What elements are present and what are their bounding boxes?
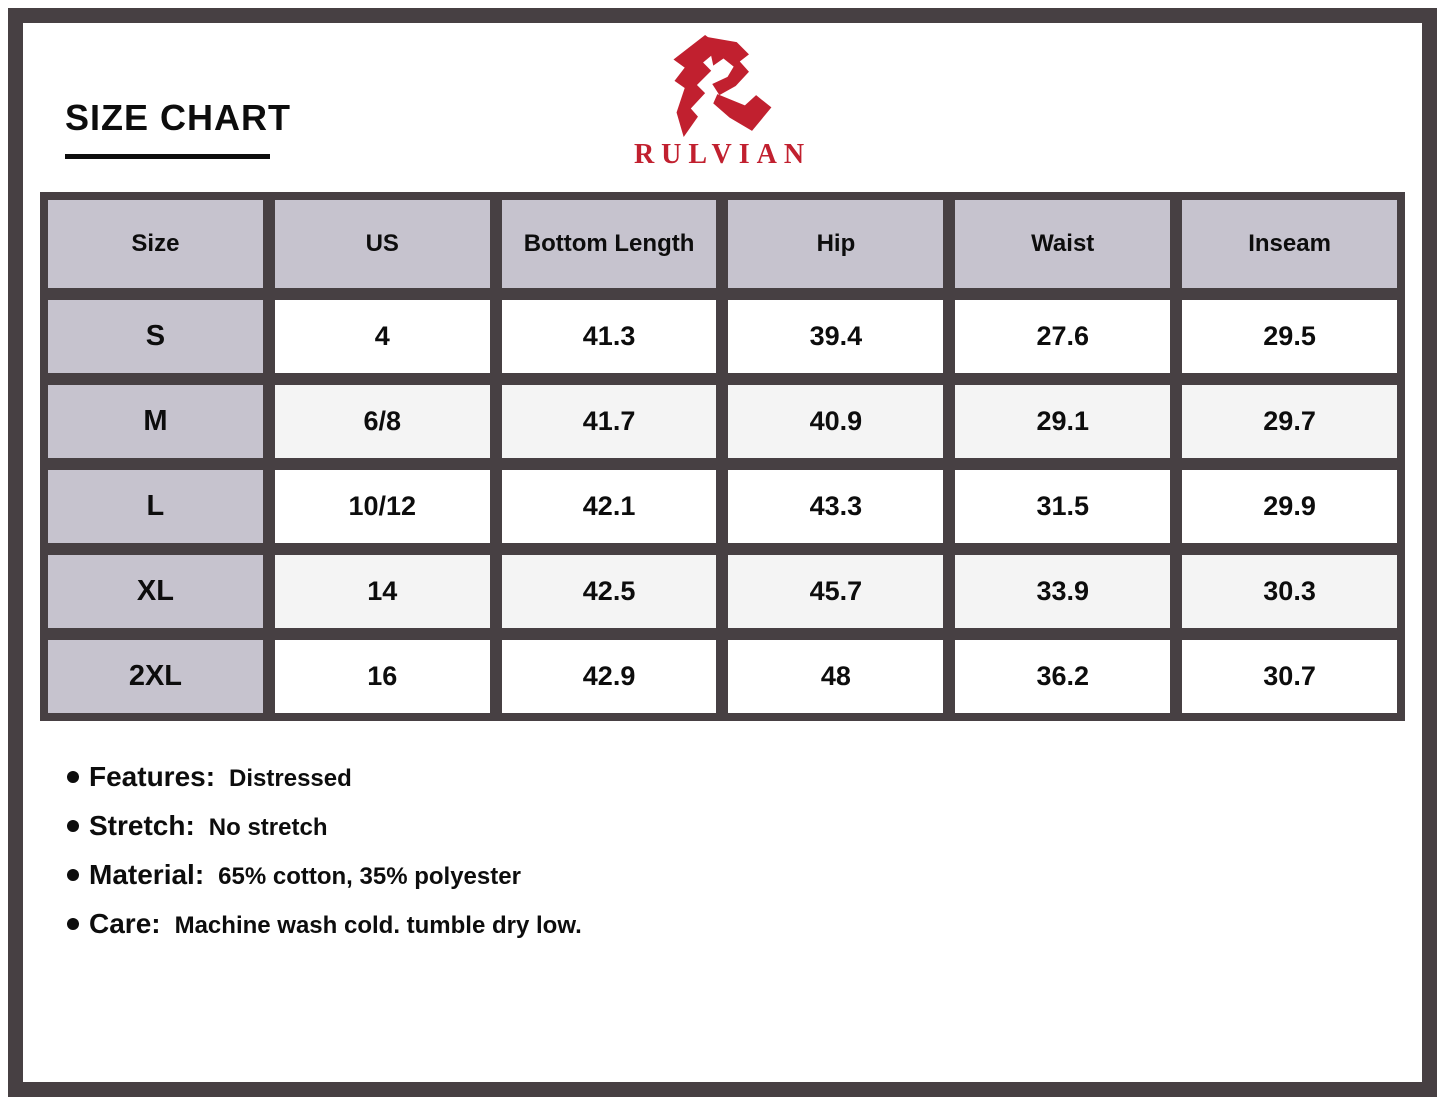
page-frame — [8, 8, 1437, 1097]
header-area — [23, 23, 1422, 192]
size-cell: M — [48, 385, 263, 458]
table-cell: 29.7 — [1182, 385, 1397, 458]
blackletter-r-icon — [666, 35, 778, 137]
table-cell: 41.7 — [502, 385, 717, 458]
table-cell: 41.3 — [502, 300, 717, 373]
detail-item-material — [67, 859, 1422, 891]
table-cell: 48 — [728, 640, 943, 713]
table-cell: 30.7 — [1182, 640, 1397, 713]
table-cell: 14 — [275, 555, 490, 628]
table-cell: 36.2 — [955, 640, 1170, 713]
detail-item-stretch — [67, 810, 1422, 842]
bullet-icon — [67, 918, 79, 930]
title-underline — [65, 154, 270, 159]
size-cell: L — [48, 470, 263, 543]
brand-logo — [634, 35, 811, 171]
detail-label: Care: — [89, 908, 161, 939]
table-cell: 33.9 — [955, 555, 1170, 628]
table-cell: 6/8 — [275, 385, 490, 458]
detail-value: No stretch — [208, 814, 328, 841]
product-details-list — [67, 761, 1422, 940]
size-cell: S — [48, 300, 263, 373]
table-cell: 30.3 — [1182, 555, 1397, 628]
column-header-waist: Waist — [955, 200, 1170, 288]
table-cell: 42.1 — [502, 470, 717, 543]
size-cell: XL — [48, 555, 263, 628]
table-cell: 29.9 — [1182, 470, 1397, 543]
detail-value: Machine wash cold. tumble dry low. — [174, 912, 582, 939]
table-cell: 39.4 — [728, 300, 943, 373]
title-block — [65, 97, 291, 159]
bullet-icon — [67, 771, 79, 783]
table-cell: 16 — [275, 640, 490, 713]
size-cell: 2XL — [48, 640, 263, 713]
detail-value: 65% cotton, 35% polyester — [218, 863, 521, 890]
table-cell: 42.5 — [502, 555, 717, 628]
detail-item-features — [67, 761, 1422, 793]
detail-value: Distressed — [229, 765, 352, 792]
detail-label: Stretch: — [89, 810, 195, 841]
table-cell: 4 — [275, 300, 490, 373]
table-cell: 27.6 — [955, 300, 1170, 373]
size-chart-table — [40, 192, 1405, 721]
table-cell: 42.9 — [502, 640, 717, 713]
detail-item-care — [67, 908, 1422, 940]
table-cell: 29.5 — [1182, 300, 1397, 373]
detail-label: Features: — [89, 761, 216, 792]
table-cell: 31.5 — [955, 470, 1170, 543]
table-cell: 45.7 — [728, 555, 943, 628]
bullet-icon — [67, 869, 79, 881]
table-cell: 43.3 — [728, 470, 943, 543]
column-header-hip: Hip — [728, 200, 943, 288]
detail-label: Material: — [89, 859, 205, 890]
column-header-us: US — [275, 200, 490, 288]
table-cell: 29.1 — [955, 385, 1170, 458]
table-cell: 40.9 — [728, 385, 943, 458]
column-header-inseam: Inseam — [1182, 200, 1397, 288]
page-title: SIZE CHART — [65, 97, 291, 138]
column-header-size: Size — [48, 200, 263, 288]
column-header-bottom-length: Bottom Length — [502, 200, 717, 288]
bullet-icon — [67, 820, 79, 832]
table-cell: 10/12 — [275, 470, 490, 543]
brand-name: RULVIAN — [633, 139, 812, 170]
